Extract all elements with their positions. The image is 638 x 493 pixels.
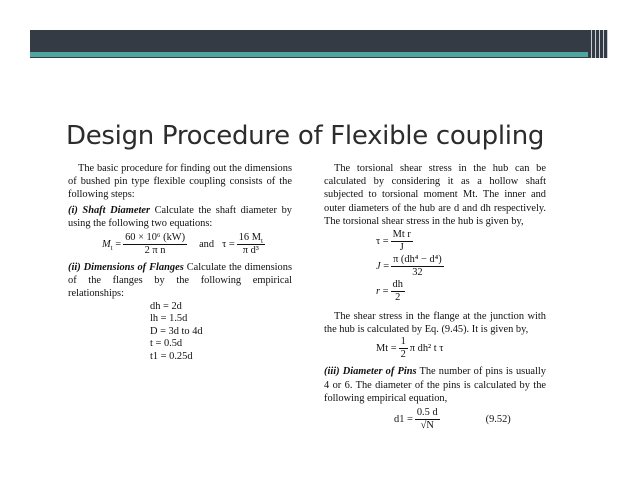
relation-flange-diameter: D = 3d to 4d	[150, 325, 203, 337]
hub-stress-paragraph: The torsional shear stress in the hub can be calculated by considering it as a hollow shaft subjected to torsional moment Mt. The inner and outer diameters of the hub are d and dh respectively. The torsional shear stress in the hub is given by,	[324, 163, 546, 227]
relation-protection-thickness: t1 = 0.25d	[150, 351, 193, 362]
hub-equations	[376, 229, 546, 304]
flange-paragraph	[68, 261, 292, 301]
empirical-relationships	[150, 301, 292, 364]
shaft-equations	[102, 232, 292, 257]
eq-polar-moment: J = $\frac{\text{π (dh⁴ − d⁴)}}{32}$	[376, 254, 442, 279]
pins-text: The number of pins is usually 4 or 6. The diameter of the pins is calculated by the following empirical equation,	[324, 366, 546, 404]
eq-tau: τ = $\frac{\text{Mt r}}{J}$	[376, 229, 411, 254]
flange-shear-paragraph: The shear stress in the flange at the junction with the hub is calculated by Eq. (9.45). It is given by,	[324, 311, 546, 336]
eq-flange-torque: Mt = $\frac{1}{2}$ π dh² t τ	[376, 336, 444, 361]
intro-paragraph: The basic procedure for finding out the dimensions of bushed pin type flexible coupling consists of the following steps:	[68, 163, 292, 201]
flange-text: Calculate the dimensions of the flanges by the following empirical relationships:	[68, 262, 292, 300]
shaft-diameter-paragraph	[68, 204, 292, 230]
pins-heading: (iii) Diameter of Pins	[324, 366, 417, 378]
shaft-diameter-heading: (i) Shaft Diameter	[68, 204, 150, 216]
left-column	[68, 162, 292, 364]
relation-hub-diameter: dh = 2d	[150, 300, 182, 312]
header-accent-stripe	[30, 52, 608, 57]
eq1-fraction: $\frac{\text{60 × 10⁶ (kW)}}{\text{2 π n}}$	[125, 232, 186, 257]
shaft-diameter-text: Calculate the shaft diameter by using the following two equations:	[68, 204, 292, 229]
eq2-fraction: $\frac{16 M_t}{\text{π d³}}$	[238, 232, 263, 257]
eq-radius: r = $\frac{dh}{2}$	[376, 279, 403, 304]
eq-and-text: and	[199, 238, 215, 250]
header-stripe-pattern	[588, 30, 608, 58]
eq-reference-number: (9.52)	[485, 413, 511, 425]
relation-flange-thickness: t = 0.5d	[150, 338, 183, 350]
eq1-lhs: $M_t$ =	[102, 238, 122, 252]
slide-title: Design Procedure of Flexible coupling	[66, 121, 545, 151]
relation-hub-length: lh = 1.5d	[150, 313, 188, 325]
right-column	[324, 162, 546, 432]
pins-paragraph	[324, 365, 546, 405]
eq-pin-diameter: d1 = $\frac{0.5 d}{√N}$ (9.52)	[394, 407, 511, 432]
eq2-lhs: τ =	[222, 238, 235, 250]
flange-heading: (ii) Dimensions of Flanges	[68, 262, 184, 274]
